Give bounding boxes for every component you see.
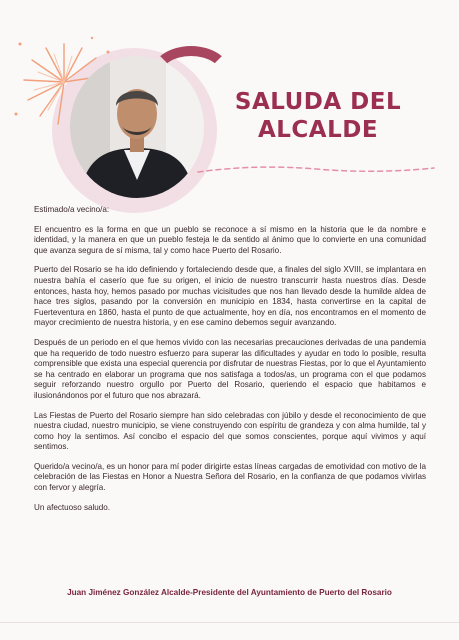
page-title: [218, 88, 418, 144]
letter-paragraph: Querido/a vecino/a, es un honor para mí poder dirigirte estas líneas cargadas de emotividad con motivo de la celebración de las Fiestas en Honor a Nuestra Señora del Rosario, en la confianza de que podamos vivirlas con fervor y alegría.: [34, 461, 426, 493]
signature: Juan Jiménez González Alcalde-Presidente del Ayuntamiento de Puerto del Rosario: [67, 588, 392, 597]
letter-body: [34, 205, 426, 522]
letter-greeting: Estimado/a vecino/a:: [34, 205, 110, 214]
letter-paragraph: El encuentro es la forma en que un pueblo se reconoce a sí mismo en la historia que le da nombre e identidad, y la manera en que un pueblo festeja le da sentido al ánimo que lo convierte en una comunidad que avanza segura de sí misma, tal y como hace Puerto del Rosario.: [34, 224, 426, 255]
letter-paragraph: Las Fiestas de Puerto del Rosario siempre han sido celebradas con júbilo y desde el reconocimiento de que nuestra ciudad, nuestro municipio, se viene construyendo con espíritu de grandeza y con alma humilde, tal y como hoy la sentimos. Así concibo el espacio del que somos conscientes, porque aquí vivimos y aquí sentimos.: [34, 410, 426, 452]
mayor-photo: [70, 56, 204, 198]
letter-closing: Un afectuoso saludo.: [34, 502, 111, 512]
letter-paragraph: Puerto del Rosario se ha ido definiendo y fortaleciendo desde que, a finales del siglo XVIII, se implantara en nuestra bahía el caserío que fue su origen, el inicio de nuestro transcurrir hasta nuestros días. Desde entonces, hasta hoy, hemos pasado por muchas vicisitudes que nos han llevado desde la humilde aldea de hace tres siglos, pasando por la conversión en municipio en 1834, hasta convertirse en la capital de Fuerteventura en 1860, hasta el punto de que actualmente, hoy en día, nos encontramos en el momento de mayor crecimiento de nuestra historia, y en ese camino debemos seguir avanzando.: [34, 265, 426, 328]
title-line-1: SALUDA DEL: [234, 89, 402, 115]
title-line-2: ALCALDE: [257, 117, 379, 143]
letter-paragraph: Después de un periodo en el que hemos vivido con las necesarias precauciones derivadas de una pandemia que ha requerido de todo nuestro esfuerzo para superar las dificultades y ayudar en todo lo posible, resulta comprensible que exista una especial querencia por disfrutar de nuestras Fiestas, por lo que el Ayuntamiento se ha centrado en elaborar un programa que nos satisfaga a todos/as, un programa con el que podamos seguir reforzando nuestro orgullo por Puerto del Rosario, queriendo el espacio que habitamos e ilusionándonos por el futuro que nos abrazará.: [34, 337, 426, 400]
decorative-dashes: [196, 162, 436, 178]
divider: [0, 622, 459, 623]
